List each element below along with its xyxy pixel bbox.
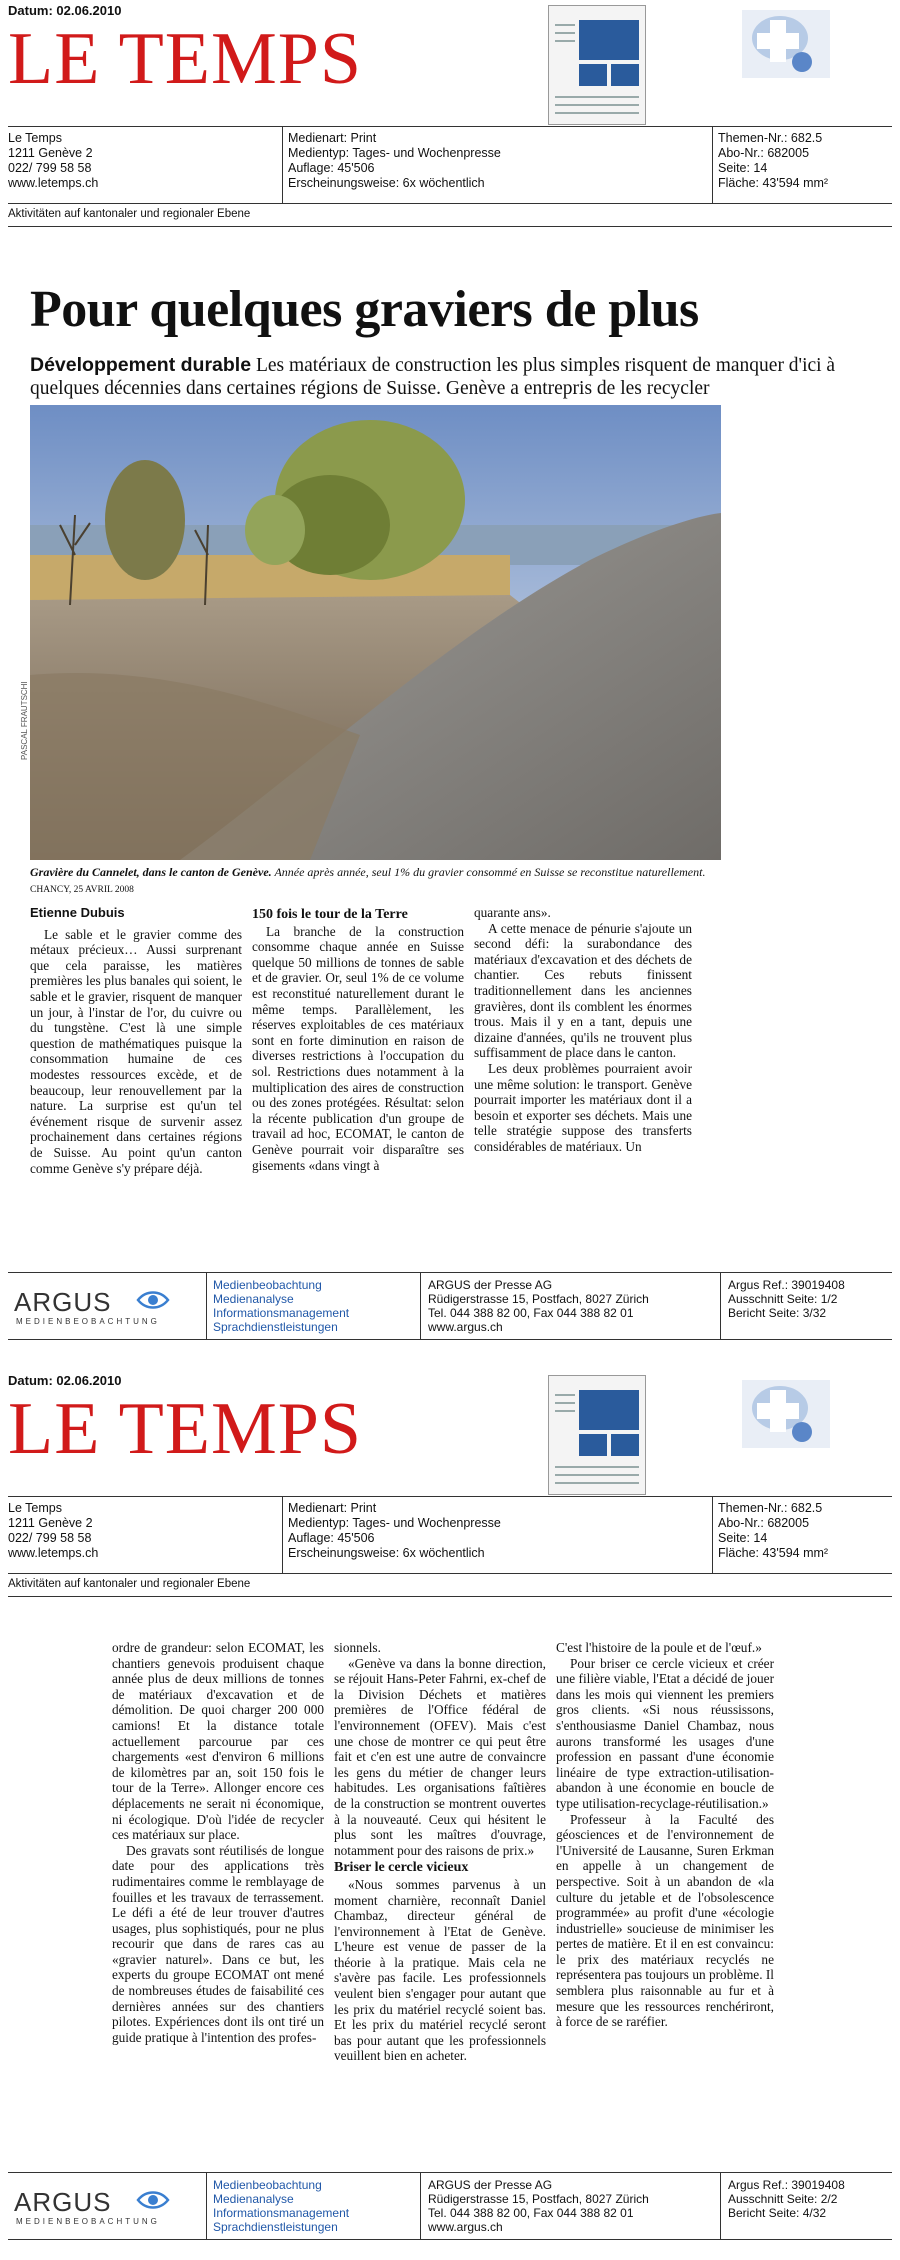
divider bbox=[720, 2173, 721, 2239]
paragraph: ordre de grandeur: selon ECOMAT, les chantiers genevois produisent chaque année plus de deux millions de tonnes de matériaux d'excavation et de démolition. De quoi charger 200 000 camions! Et la distance totale actuellement parcourue par ces chargements «est d'environ 6 millions de kilomètres par an, soit 150 fois le tour de la Terre». Allonger encore ces déplacements ne serait ni économique, ni écologique. D'où l'idée de recycler ces matériaux sur place. bbox=[112, 1640, 324, 1843]
divider bbox=[720, 1273, 721, 1339]
company-phone: Tel. 044 388 82 00, Fax 044 388 82 01 bbox=[428, 2206, 634, 2220]
argus-reference bbox=[728, 1278, 845, 1320]
caption-text: Année après année, seul 1% du gravier consommé en Suisse se reconstitue naturellement. bbox=[271, 865, 706, 879]
area: Fläche: 43'594 mm² bbox=[718, 176, 829, 190]
source-city: 1211 Genève 2 bbox=[8, 146, 93, 160]
paragraph: Les deux problèmes pourraient avoir une même solution: le transport. Genève pourrait importer les matériaux dont il a besoin et exporter ses déchets. Mais une telle stratégie suppose des transferts considérables de matériaux. Un bbox=[474, 1060, 692, 1154]
argus-address bbox=[428, 1278, 649, 1334]
service-item: Medienbeobachtung bbox=[213, 2178, 322, 2192]
paragraph: sionnels. bbox=[334, 1640, 381, 1655]
frequency: Erscheinungsweise: 6x wöchentlich bbox=[288, 176, 485, 190]
article-headline: Pour quelques graviers de plus bbox=[30, 281, 699, 338]
publication-source bbox=[8, 1501, 98, 1561]
page-number: Seite: 14 bbox=[718, 161, 768, 175]
argus-footer bbox=[8, 2172, 892, 2240]
excerpt-page: Ausschnitt Seite: 2/2 bbox=[728, 2192, 838, 2206]
activity-level: Aktivitäten auf kantonaler und regionaler Ebene bbox=[8, 1578, 251, 1590]
source-name: Le Temps bbox=[8, 1501, 62, 1515]
caption-location: CHANCY, 25 AVRIL 2008 bbox=[30, 885, 134, 895]
company-website: www.argus.ch bbox=[428, 2220, 503, 2234]
argus-services bbox=[213, 1278, 349, 1334]
article-column-3 bbox=[474, 905, 692, 1155]
header-rule bbox=[8, 226, 892, 227]
divider bbox=[420, 2173, 421, 2239]
divider bbox=[712, 1497, 713, 1573]
paragraph: A cette menace de pénurie s'ajoute un second défi: la surabondance des matériaux d'excavation et des déchets de chantier. Ces rebuts finissent traditionnellement dans les anciennes gravières, dont ils comblent les énormes trous. Mais il y en a tant, depuis une dizaine d'années, qu'ils ne trouvent plus suffisamment de place dans le canton. bbox=[474, 920, 692, 1061]
divider bbox=[206, 1273, 207, 1339]
paragraph: «Nous sommes parvenus à un moment charnière, reconnaît Daniel Chambaz, directeur général de l'environnement à l'Etat de Genève. L'heure est venue de passer de la théorie à la pratique. Mais cela ne s'avère pas facile. Les professionnels veulent bien s'engager pour autant que les prix du matériel recyclé soient bas. Et les prix du matériel recyclé seront bas pour autant que les professionnels veuillent bien en acheter. bbox=[334, 1876, 546, 2064]
paragraph: Pour briser ce cercle vicieux et créer une filière viable, l'Etat a décidé de jouer dans les mois qui viennent les premiers gros clients. «Si nous réussissons, s'enthousiasme Daniel Chambaz, nous aurons transformé les usages d'une profession en passant d'une économie linéaire de type extraction-utilisation-abandon à une économie en boucle de type utilisation-recyclage-réutilisation.» bbox=[556, 1655, 774, 1811]
service-item: Informationsmanagement bbox=[213, 1306, 350, 1320]
article-column-2 bbox=[334, 1640, 546, 2064]
article-column-2 bbox=[252, 905, 464, 1173]
newspaper-masthead: LE TEMPS bbox=[8, 1388, 363, 1470]
divider bbox=[420, 1273, 421, 1339]
clipping-refs bbox=[718, 131, 828, 191]
article-lead bbox=[30, 354, 860, 400]
page-thumbnail bbox=[548, 5, 646, 125]
argus-tagline: MEDIENBEOBACHTUNG bbox=[16, 2217, 160, 2226]
service-item: Medienbeobachtung bbox=[213, 1278, 322, 1292]
report-page: Bericht Seite: 4/32 bbox=[728, 2206, 827, 2220]
clipping-date: Datum: 02.06.2010 bbox=[8, 3, 122, 18]
argus-reference bbox=[728, 2178, 845, 2220]
paragraph: C'est l'histoire de la poule et de l'œuf.» bbox=[556, 1640, 762, 1655]
report-page: Bericht Seite: 3/32 bbox=[728, 1306, 827, 1320]
argus-tagline: MEDIENBEOBACHTUNG bbox=[16, 1317, 160, 1326]
source-website: www.letemps.ch bbox=[8, 1546, 99, 1560]
subheading: Briser le cercle vicieux bbox=[334, 1860, 469, 1876]
service-item: Medienanalyse bbox=[213, 1292, 294, 1306]
article-column-1 bbox=[112, 1640, 324, 2045]
argus-footer bbox=[8, 1272, 892, 1340]
gravel-pit-photo bbox=[30, 405, 721, 860]
excerpt-page: Ausschnitt Seite: 1/2 bbox=[728, 1292, 838, 1306]
company-street: Rüdigerstrasse 15, Postfach, 8027 Zürich bbox=[428, 2192, 649, 2206]
swiss-flag-logo bbox=[740, 8, 832, 80]
argus-ref-number: Argus Ref.: 39019408 bbox=[728, 1278, 845, 1292]
subscription-number: Abo-Nr.: 682005 bbox=[718, 146, 810, 160]
page-number: Seite: 14 bbox=[718, 1531, 768, 1545]
argus-address bbox=[428, 2178, 649, 2234]
circulation: Auflage: 45'506 bbox=[288, 1531, 375, 1545]
source-phone: 022/ 799 58 58 bbox=[8, 161, 92, 175]
argus-services bbox=[213, 2178, 349, 2234]
source-name: Le Temps bbox=[8, 131, 62, 145]
divider bbox=[282, 1497, 283, 1573]
divider bbox=[282, 127, 283, 203]
circulation: Auflage: 45'506 bbox=[288, 161, 375, 175]
source-city: 1211 Genève 2 bbox=[8, 1516, 93, 1530]
company-name: ARGUS der Presse AG bbox=[428, 1278, 553, 1292]
clipping-date: Datum: 02.06.2010 bbox=[8, 1373, 122, 1388]
divider bbox=[712, 127, 713, 203]
service-item: Sprachdienstleistungen bbox=[213, 1320, 338, 1334]
photo-credit: PASCAL FRAUTSCHI bbox=[20, 681, 29, 760]
company-website: www.argus.ch bbox=[428, 1320, 503, 1334]
company-street: Rüdigerstrasse 15, Postfach, 8027 Zürich bbox=[428, 1292, 649, 1306]
subheading: 150 fois le tour de la Terre bbox=[252, 907, 408, 922]
article-column-1 bbox=[30, 905, 242, 1176]
divider bbox=[206, 2173, 207, 2239]
service-item: Medienanalyse bbox=[213, 2192, 294, 2206]
header-rule bbox=[8, 1573, 892, 1574]
newspaper-masthead: LE TEMPS bbox=[8, 18, 363, 100]
photo-caption bbox=[30, 865, 730, 897]
subscription-number: Abo-Nr.: 682005 bbox=[718, 1516, 810, 1530]
paragraph: «Genève va dans la bonne direction, se réjouit Hans-Peter Fahrni, ex-chef de la Division Déchets et matières premières de l'Office fédéral de l'environnement (OFEV). Mais c'est une chose de montrer ce qui peut être fait et c'en est une autre de convaincre les gens du métier de changer leurs habitudes. Les organisations faîtières de la construction se montrent ouvertes à la nouveauté. Ceux qui hésitent le plus sont les maîtres d'ouvrage, notamment pour des raisons de prix.» bbox=[334, 1655, 546, 1858]
eye-icon bbox=[136, 1289, 170, 1311]
clipping-refs bbox=[718, 1501, 828, 1561]
lead-text: Les matériaux de construction les plus simples risquent de manquer d'ici à quelques décennies dans certaines régions de Suisse. Genève a entrepris de les recycler bbox=[30, 355, 836, 399]
header-rule bbox=[8, 1596, 892, 1597]
media-category: Medientyp: Tages- und Wochenpresse bbox=[288, 146, 501, 160]
area: Fläche: 43'594 mm² bbox=[718, 1546, 829, 1560]
argus-ref-number: Argus Ref.: 39019408 bbox=[728, 2178, 845, 2192]
media-category: Medientyp: Tages- und Wochenpresse bbox=[288, 1516, 501, 1530]
header-rule bbox=[8, 203, 892, 204]
publication-source bbox=[8, 131, 98, 191]
media-details bbox=[288, 131, 501, 191]
company-name: ARGUS der Presse AG bbox=[428, 2178, 553, 2192]
media-type: Medienart: Print bbox=[288, 1501, 377, 1515]
swiss-flag-logo bbox=[740, 1378, 832, 1450]
paragraph: La branche de la construction consomme chaque année en Suisse quelque 50 millions de tonnes de sable et de gravier. Or, seul 1% de ce volume est reconstitué naturellement durant le même temps. Parallèlement, les réserves exploitables de ces matériaux sont en forte diminution en raison de diverses restrictions à l'occupation du sol. Restrictions dues notamment à la multiplication des aires de construction ou des zones protégées. Résultat: selon la récente publication d'un groupe de travail ad hoc, ECOMAT, le canton de Genève pourrait voir disparaître ses gisements «dans vingt à bbox=[252, 923, 464, 1173]
company-phone: Tel. 044 388 82 00, Fax 044 388 82 01 bbox=[428, 1306, 634, 1320]
article-column-3 bbox=[556, 1640, 774, 2030]
media-details bbox=[288, 1501, 501, 1561]
article-author: Etienne Dubuis bbox=[30, 905, 125, 920]
header-rule bbox=[8, 1496, 892, 1497]
service-item: Informationsmanagement bbox=[213, 2206, 350, 2220]
paragraph: Professeur à la Faculté des géosciences et de l'environnement de l'Université de Lausanne, Suren Erkman en appelle à un changement de perspective. Soit à un abandon de «la culture du jetable et de l'obsolescence programmée» au profit d'une «écologie industrielle» soucieuse de minimiser les pertes de matière. Et il en est convaincu: le prix des matériaux recyclés ne représentera pas toujours un problème. Il semblera plus raisonnable au fur et à mesure que les ressources renchériront, à force de se raréfier. bbox=[556, 1811, 774, 2030]
argus-logo: ARGUS bbox=[14, 1287, 112, 1317]
topic-number: Themen-Nr.: 682.5 bbox=[718, 131, 823, 145]
argus-logo: ARGUS bbox=[14, 2187, 112, 2217]
eye-icon bbox=[136, 2189, 170, 2211]
paragraph: Le sable et le gravier comme des métaux précieux… Aussi surprenant que cela paraisse, les matières premières les plus banales qui soient, le sable et le gravier, risquent de manquer un jour, à l'instar de l'or, du cuivre ou du tungstène. C'est là une simple question de mathématiques puisque la consommation humaine de ces modestes ressources excède, et de beaucoup, leur renouvellement par la nature. La surprise est qu'un tel événement risque de survenir assez prochainement dans certaines régions de Suisse. Au point qu'un canton comme Genève s'y prépare déjà. bbox=[30, 926, 242, 1176]
lead-label: Développement durable bbox=[30, 354, 252, 376]
service-item: Sprachdienstleistungen bbox=[213, 2220, 338, 2234]
frequency: Erscheinungsweise: 6x wöchentlich bbox=[288, 1546, 485, 1560]
clipping-page-2 bbox=[0, 1370, 900, 2260]
media-type: Medienart: Print bbox=[288, 131, 377, 145]
source-phone: 022/ 799 58 58 bbox=[8, 1531, 92, 1545]
topic-number: Themen-Nr.: 682.5 bbox=[718, 1501, 823, 1515]
page-thumbnail bbox=[548, 1375, 646, 1495]
source-website: www.letemps.ch bbox=[8, 176, 99, 190]
paragraph: quarante ans». bbox=[474, 905, 551, 920]
activity-level: Aktivitäten auf kantonaler und regionaler Ebene bbox=[8, 208, 251, 220]
paragraph: Des gravats sont réutilisés de longue date pour des applications très rudimentaires comme le remblayage de fouilles et les travaux de terrassement. Le défi a été de leur trouver d'autres usages, plus sophistiqués, pour ne plus recourir que dans de rares cas au «gravier naturel». Dans ce but, les experts du groupe ECOMAT ont mené de nombreuses études de faisabilité ces dernières années sur des chantiers pilotes. Expériences dont ils ont tiré un guide pratique à l'intention des profes- bbox=[112, 1842, 324, 2045]
caption-title: Gravière du Cannelet, dans le canton de Genève. bbox=[30, 865, 272, 879]
header-rule bbox=[8, 126, 892, 127]
